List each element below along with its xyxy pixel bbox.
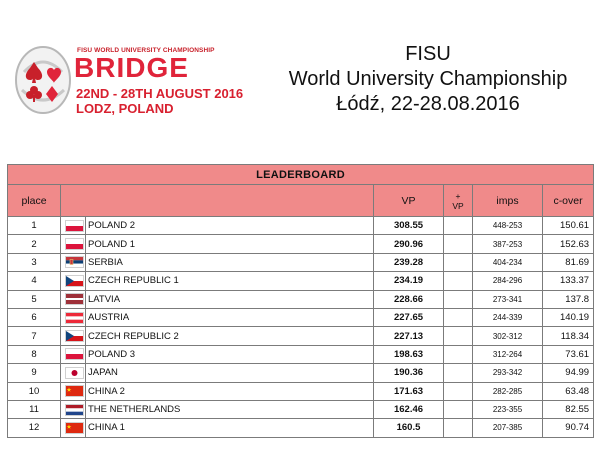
czech-republic-flag-icon <box>65 275 84 287</box>
flag-cell <box>61 382 86 400</box>
imps-cell: 312-264 <box>473 345 543 363</box>
table-row <box>8 253 594 271</box>
plus-vp-cell <box>444 308 473 326</box>
table-row <box>8 217 594 235</box>
col-header-place: place <box>8 185 61 217</box>
col-header-plus-vp-line2: VP <box>452 200 464 211</box>
team-cell: SERBIA <box>86 253 374 271</box>
leaderboard <box>7 164 593 438</box>
logo-brand: BRIDGE <box>74 52 189 83</box>
poland-flag-icon <box>65 220 84 232</box>
team-cell: CHINA 2 <box>86 382 374 400</box>
c-over-cell: 90.74 <box>543 419 594 437</box>
netherlands-flag-icon <box>65 404 84 416</box>
vp-cell: 308.55 <box>374 217 444 235</box>
table-row <box>8 400 594 418</box>
c-over-cell: 140.19 <box>543 308 594 326</box>
team-cell: THE NETHERLANDS <box>86 400 374 418</box>
col-header-plus-vp <box>444 185 473 217</box>
plus-vp-cell <box>444 253 473 271</box>
flag-cell <box>61 327 86 345</box>
place-cell: 8 <box>8 345 61 363</box>
vp-cell: 227.65 <box>374 308 444 326</box>
c-over-cell: 94.99 <box>543 364 594 382</box>
event-title-line-3: Łódź, 22-28.08.2016 <box>336 93 520 115</box>
place-cell: 5 <box>8 290 61 308</box>
event-title <box>268 42 588 117</box>
team-cell: POLAND 1 <box>86 235 374 253</box>
plus-vp-cell <box>444 364 473 382</box>
flag-cell <box>61 308 86 326</box>
table-row <box>8 290 594 308</box>
plus-vp-cell <box>444 235 473 253</box>
place-cell: 3 <box>8 253 61 271</box>
plus-vp-cell <box>444 419 473 437</box>
table-row <box>8 382 594 400</box>
col-header-vp: VP <box>374 185 444 217</box>
imps-cell: 223-355 <box>473 400 543 418</box>
vp-cell: 198.63 <box>374 345 444 363</box>
vp-cell: 234.19 <box>374 272 444 290</box>
vp-cell: 162.46 <box>374 400 444 418</box>
c-over-cell: 63.48 <box>543 382 594 400</box>
japan-flag-icon <box>65 367 84 379</box>
card-suits-ball-icon <box>14 44 72 116</box>
c-over-cell: 82.55 <box>543 400 594 418</box>
place-cell: 1 <box>8 217 61 235</box>
team-cell: POLAND 3 <box>86 345 374 363</box>
table-row <box>8 364 594 382</box>
leaderboard-title: LEADERBOARD <box>8 165 594 185</box>
flag-cell <box>61 217 86 235</box>
plus-vp-cell <box>444 382 473 400</box>
plus-vp-cell <box>444 345 473 363</box>
team-cell: CZECH REPUBLIC 1 <box>86 272 374 290</box>
china-flag-icon <box>65 385 84 397</box>
championship-logo <box>14 40 254 120</box>
imps-cell: 387-253 <box>473 235 543 253</box>
plus-vp-cell <box>444 272 473 290</box>
imps-cell: 448-253 <box>473 217 543 235</box>
vp-cell: 190.36 <box>374 364 444 382</box>
serbia-flag-icon <box>65 256 84 268</box>
team-cell: CZECH REPUBLIC 2 <box>86 327 374 345</box>
c-over-cell: 118.34 <box>543 327 594 345</box>
event-title-line-2: World University Championship <box>288 68 568 90</box>
c-over-cell: 137.8 <box>543 290 594 308</box>
c-over-cell: 152.63 <box>543 235 594 253</box>
leaderboard-table <box>7 164 594 438</box>
place-cell: 10 <box>8 382 61 400</box>
imps-cell: 207-385 <box>473 419 543 437</box>
c-over-cell: 150.61 <box>543 217 594 235</box>
vp-cell: 227.13 <box>374 327 444 345</box>
team-cell: POLAND 2 <box>86 217 374 235</box>
flag-cell <box>61 253 86 271</box>
col-header-plus-vp-line1: + <box>455 190 461 201</box>
event-title-line-1: FISU <box>405 43 451 65</box>
vp-cell: 171.63 <box>374 382 444 400</box>
czech-republic-flag-icon <box>65 330 84 342</box>
logo-championship-line: FISU WORLD UNIVERSITY CHAMPIONSHIP <box>77 47 215 54</box>
imps-cell: 293-342 <box>473 364 543 382</box>
place-cell: 6 <box>8 308 61 326</box>
c-over-cell: 81.69 <box>543 253 594 271</box>
plus-vp-cell <box>444 217 473 235</box>
poland-flag-icon <box>65 348 84 360</box>
vp-cell: 290.96 <box>374 235 444 253</box>
latvia-flag-icon <box>65 293 84 305</box>
col-header-imps: imps <box>473 185 543 217</box>
leaderboard-body <box>8 217 594 438</box>
place-cell: 9 <box>8 364 61 382</box>
table-row <box>8 419 594 437</box>
imps-cell: 273-341 <box>473 290 543 308</box>
place-cell: 2 <box>8 235 61 253</box>
table-row <box>8 272 594 290</box>
imps-cell: 302-312 <box>473 327 543 345</box>
c-over-cell: 73.61 <box>543 345 594 363</box>
flag-cell <box>61 345 86 363</box>
vp-cell: 228.66 <box>374 290 444 308</box>
place-cell: 11 <box>8 400 61 418</box>
plus-vp-cell <box>444 290 473 308</box>
flag-cell <box>61 290 86 308</box>
imps-cell: 404-234 <box>473 253 543 271</box>
austria-flag-icon <box>65 312 84 324</box>
imps-cell: 244-339 <box>473 308 543 326</box>
place-cell: 7 <box>8 327 61 345</box>
team-cell: CHINA 1 <box>86 419 374 437</box>
vp-cell: 160.5 <box>374 419 444 437</box>
logo-city: LODZ, POLAND <box>76 101 174 116</box>
poland-flag-icon <box>65 238 84 250</box>
flag-cell <box>61 364 86 382</box>
c-over-cell: 133.37 <box>543 272 594 290</box>
flag-cell <box>61 272 86 290</box>
imps-cell: 284-296 <box>473 272 543 290</box>
plus-vp-cell <box>444 327 473 345</box>
plus-vp-cell <box>444 400 473 418</box>
china-flag-icon <box>65 422 84 434</box>
flag-cell <box>61 235 86 253</box>
table-row <box>8 345 594 363</box>
vp-cell: 239.28 <box>374 253 444 271</box>
place-cell: 4 <box>8 272 61 290</box>
team-cell: JAPAN <box>86 364 374 382</box>
col-header-c-over: c-over <box>543 185 594 217</box>
table-row <box>8 327 594 345</box>
team-cell: LATVIA <box>86 290 374 308</box>
table-row <box>8 308 594 326</box>
place-cell: 12 <box>8 419 61 437</box>
table-row <box>8 235 594 253</box>
logo-dates: 22ND - 28TH AUGUST 2016 <box>76 86 244 101</box>
col-header-team <box>61 185 374 217</box>
leaderboard-header-row <box>8 185 594 217</box>
flag-cell <box>61 400 86 418</box>
team-cell: AUSTRIA <box>86 308 374 326</box>
flag-cell <box>61 419 86 437</box>
imps-cell: 282-285 <box>473 382 543 400</box>
